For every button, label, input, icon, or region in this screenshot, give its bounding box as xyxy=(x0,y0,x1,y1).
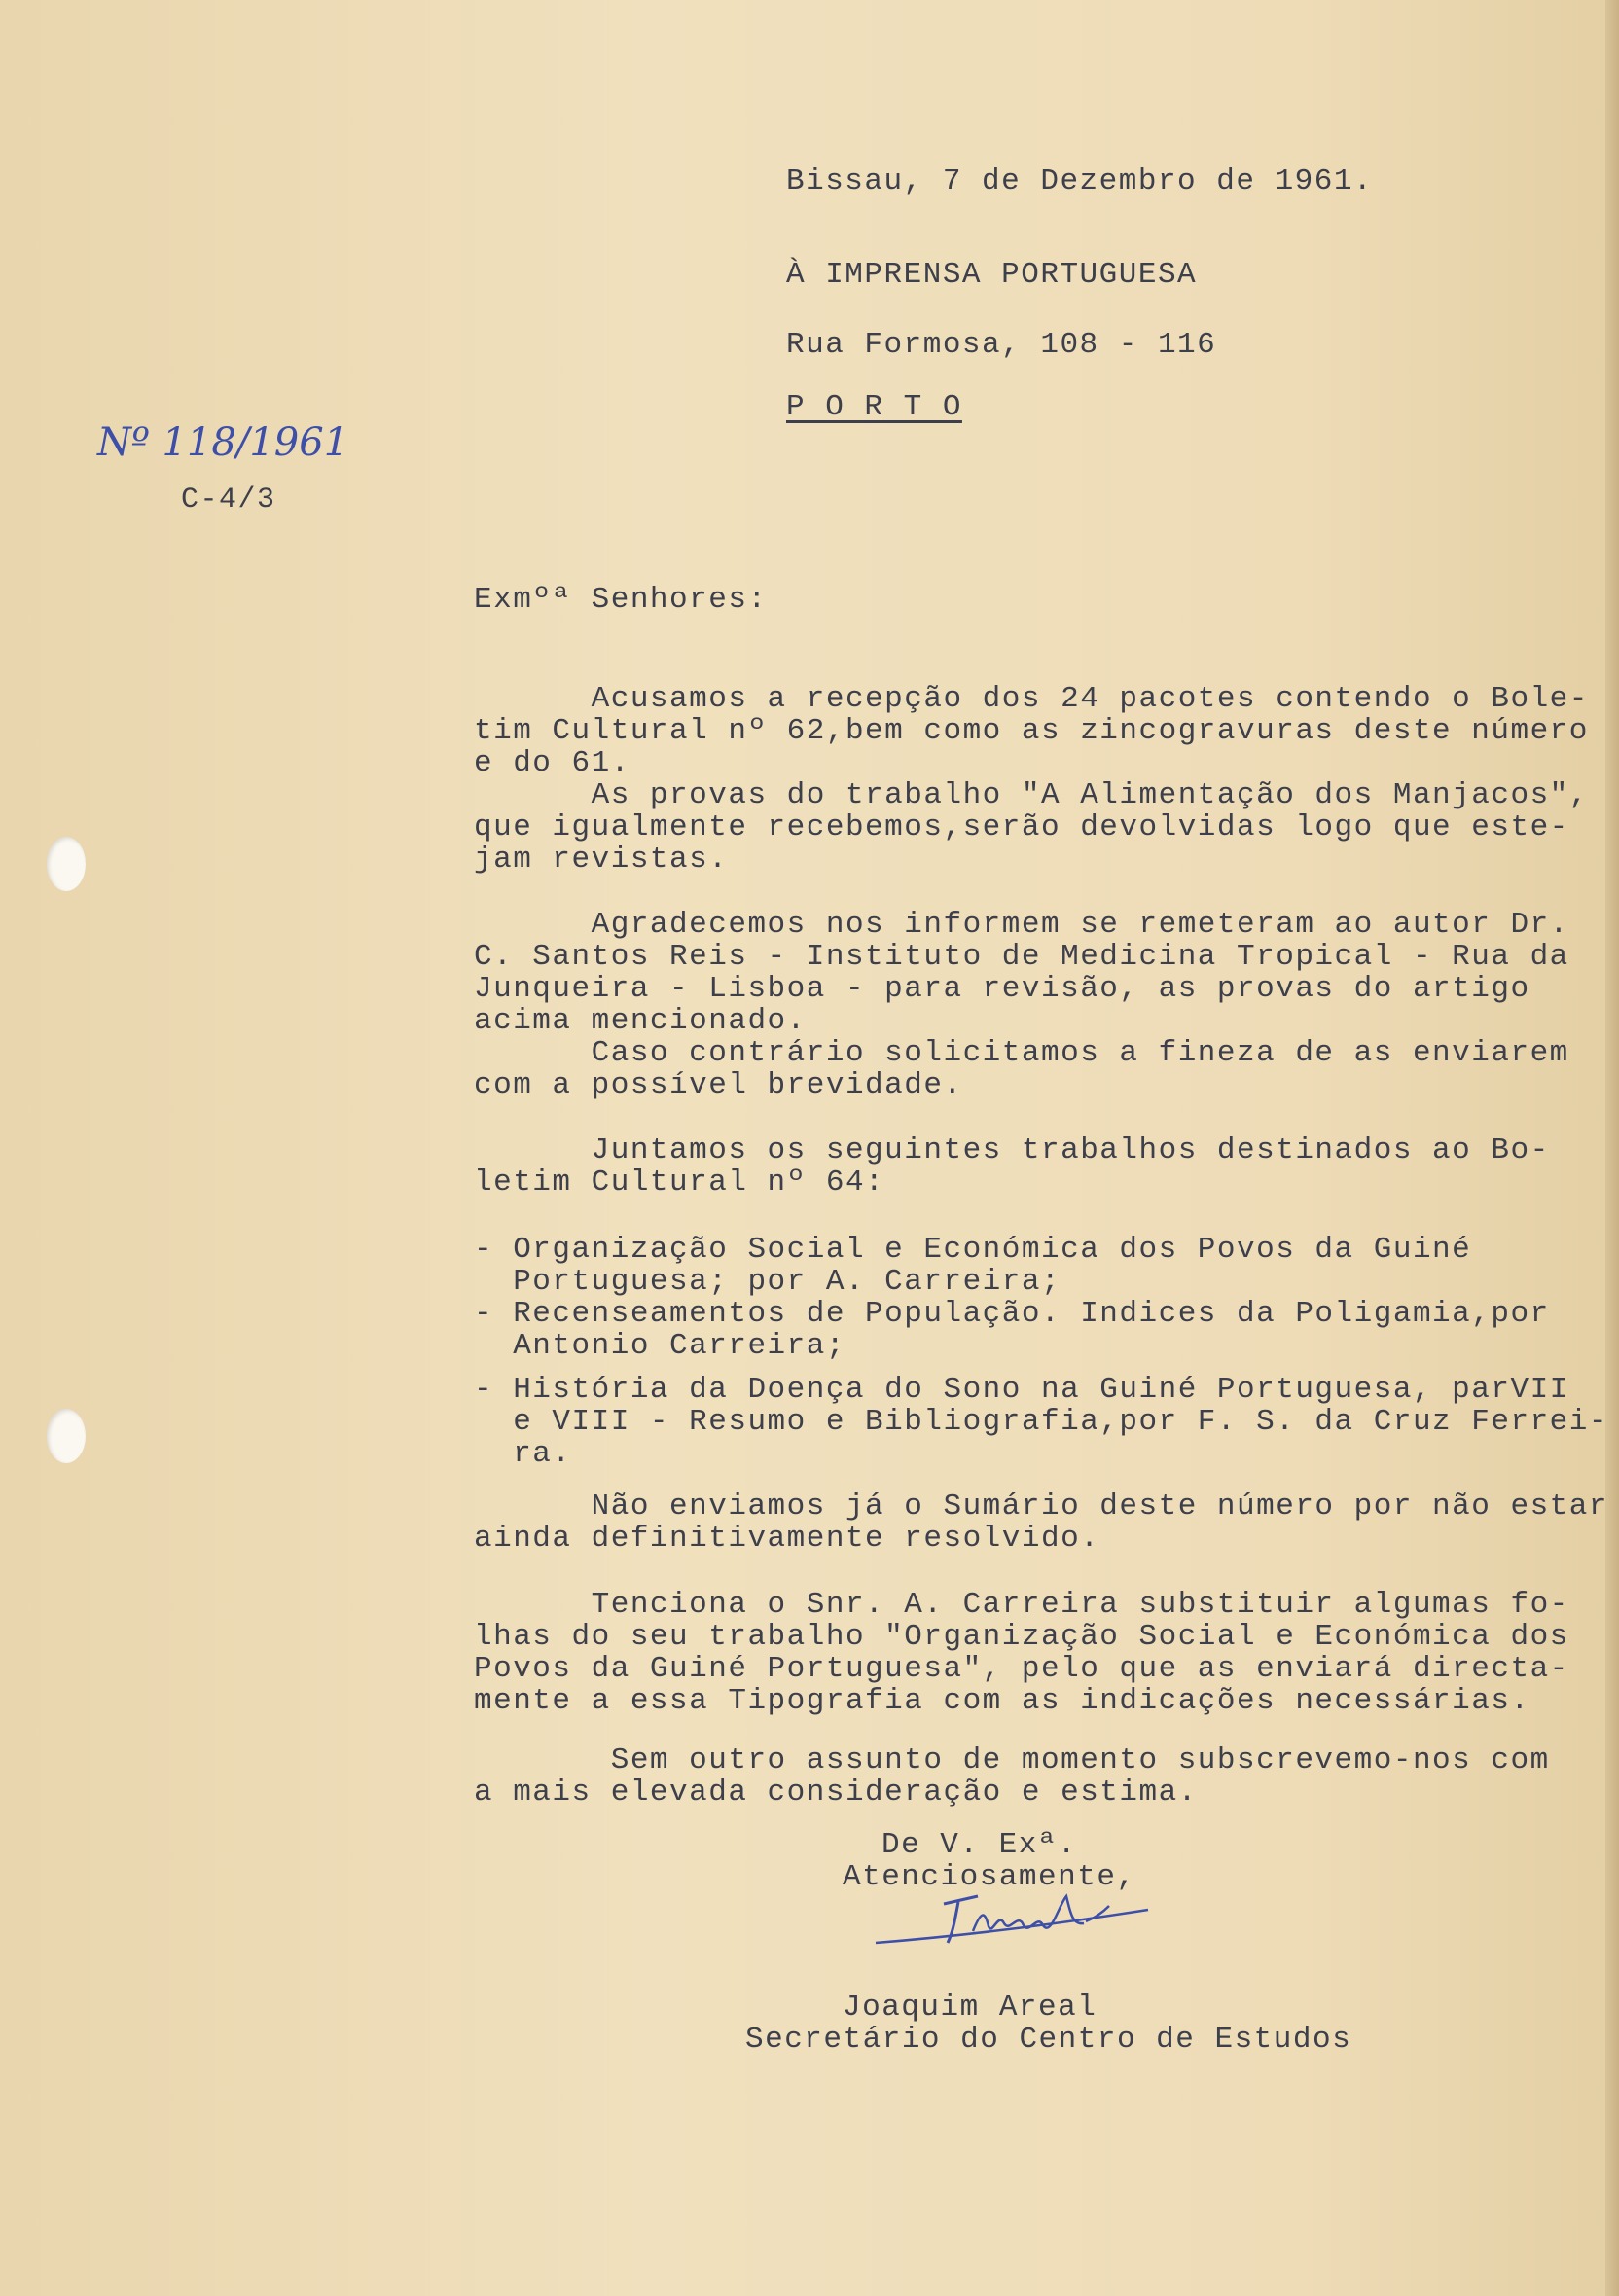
list-item: Antonio Carreira; xyxy=(474,1329,845,1363)
body-line: Agradecemos nos informem se remeteram ao autor Dr. xyxy=(474,908,1569,942)
body-line: que igualmente recebemos,serão devolvidas logo que este- xyxy=(474,810,1569,844)
list-item: - Organização Social e Económica dos Povos da Guiné xyxy=(474,1233,1472,1267)
body-line: lhas do seu trabalho "Organização Social e Económica dos xyxy=(474,1620,1569,1654)
body-line: mente a essa Tipografia com as indicações necessárias. xyxy=(474,1684,1530,1718)
body-line: As provas do trabalho "A Alimentação dos Manjacos", xyxy=(474,778,1589,812)
body-line: Acusamos a recepção dos 24 pacotes contendo o Bole- xyxy=(474,682,1589,716)
punch-hole-top xyxy=(47,837,86,891)
body-line: e do 61. xyxy=(474,746,630,780)
body-line: Não enviamos já o Sumário deste número por não estar xyxy=(474,1489,1608,1524)
punch-hole-bottom xyxy=(47,1409,86,1463)
body-line: C. Santos Reis - Instituto de Medicina Tropical - Rua da xyxy=(474,940,1569,974)
paper-edge xyxy=(1605,0,1619,2296)
body-line: jam revistas. xyxy=(474,843,729,877)
body-line: Caso contrário solicitamos a fineza de as enviarem xyxy=(474,1036,1569,1070)
body-line: acima mencionado. xyxy=(474,1004,807,1038)
body-line: Junqueira - Lisboa - para revisão, as provas do artigo xyxy=(474,972,1530,1006)
file-code: C-4/3 xyxy=(181,484,276,517)
list-item: e VIII - Resumo e Bibliografia,por F. S. da Cruz Ferrei- xyxy=(474,1405,1608,1439)
salutation: Exmºª Senhores: xyxy=(474,583,768,617)
recipient-name: À IMPRENSA PORTUGUESA xyxy=(786,258,1198,292)
body-line: Povos da Guiné Portuguesa", pelo que as enviará directa- xyxy=(474,1652,1569,1686)
list-item: - Recenseamentos de População. Indices da Poligamia,por xyxy=(474,1297,1550,1331)
signer-name: Joaquim Areal xyxy=(843,1991,1097,2025)
recipient-street: Rua Formosa, 108 - 116 xyxy=(786,328,1217,362)
recipient-city: P O R T O xyxy=(786,390,962,424)
list-item: - História da Doença do Sono na Guiné Portuguesa, parVII xyxy=(474,1373,1569,1407)
body-line: Juntamos os seguintes trabalhos destinados ao Bo- xyxy=(474,1133,1550,1167)
list-item: Portuguesa; por A. Carreira; xyxy=(474,1265,1061,1299)
body-line: ainda definitivamente resolvido. xyxy=(474,1522,1100,1556)
closing-line: Atenciosamente, xyxy=(843,1860,1136,1894)
body-line: tim Cultural nº 62,bem como as zincogravuras deste número xyxy=(474,714,1589,748)
place-date: Bissau, 7 de Dezembro de 1961. xyxy=(786,164,1374,198)
body-line: Tenciona o Snr. A. Carreira substituir algumas fo- xyxy=(474,1588,1569,1622)
list-item: ra. xyxy=(474,1437,572,1471)
body-line: Sem outro assunto de momento subscrevemo-nos com xyxy=(474,1743,1550,1777)
closing-line: De V. Exª. xyxy=(881,1828,1078,1862)
body-line: letim Cultural nº 64: xyxy=(474,1166,885,1200)
signer-title: Secretário do Centro de Estudos xyxy=(745,2023,1352,2057)
handwritten-signature xyxy=(866,1883,1168,1960)
registration-number: Nº 118/1961 xyxy=(97,420,349,465)
body-line: com a possível brevidade. xyxy=(474,1068,963,1102)
body-line: a mais elevada consideração e estima. xyxy=(474,1776,1198,1810)
